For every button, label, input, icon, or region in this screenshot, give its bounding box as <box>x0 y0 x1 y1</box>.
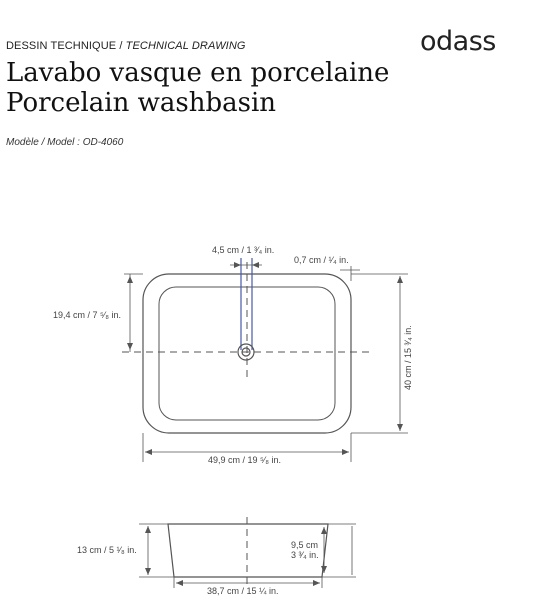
arrow-depth-bottom <box>397 424 403 431</box>
inner-depth-in-label: 3 ³⁄₄ in. <box>291 550 319 560</box>
arrow-height-bottom <box>145 568 151 575</box>
width-label: 49,9 cm / 19 ⁵⁄₈ in. <box>208 455 281 465</box>
arrow-offset-top <box>127 276 133 283</box>
side-view <box>139 517 356 588</box>
top-view-arrowheads <box>127 262 403 455</box>
top-view <box>122 258 408 462</box>
rim-thickness-label: 0,7 cm / ¹⁄₄ in. <box>294 255 349 265</box>
drain-offset-label: 19,4 cm / 7 ⁵⁄₈ in. <box>53 310 121 320</box>
kicker-en: TECHNICAL DRAWING <box>125 40 246 52</box>
basin-inner-bowl <box>159 287 335 420</box>
model-label: Modèle / Model : <box>6 137 80 148</box>
kicker-fr: DESSIN TECHNIQUE <box>6 40 117 52</box>
title-english: Porcelain washbasin <box>6 88 277 118</box>
kicker-separator: / <box>116 40 126 52</box>
arrow-base-left <box>176 580 183 586</box>
arrow-depth-top <box>397 276 403 283</box>
title-french: Lavabo vasque en porcelaine <box>6 58 390 88</box>
basin-outer-rim <box>143 274 351 433</box>
arrow-base-right <box>313 580 320 586</box>
depth-label: 40 cm / 15 ³⁄₄ in. <box>403 325 413 390</box>
arrow-height-top <box>145 526 151 533</box>
arrow-faucet-right <box>252 262 259 268</box>
base-width-label: 38,7 cm / 15 ¼ in. <box>207 586 279 596</box>
arrow-width-left <box>145 449 152 455</box>
arrow-width-right <box>342 449 349 455</box>
arrow-inner-top <box>321 527 327 534</box>
faucet-width-label: 4,5 cm / 1 ³⁄₄ in. <box>212 245 275 255</box>
arrow-offset-bottom <box>127 343 133 350</box>
odass-logo: odass <box>420 26 496 57</box>
arrow-inner-bottom <box>321 566 327 573</box>
arrow-faucet-left <box>234 262 241 268</box>
height-label: 13 cm / 5 ¹⁄₈ in. <box>77 545 137 555</box>
model-value: OD-4060 <box>82 137 124 148</box>
inner-depth-cm-label: 9,5 cm <box>291 540 319 550</box>
